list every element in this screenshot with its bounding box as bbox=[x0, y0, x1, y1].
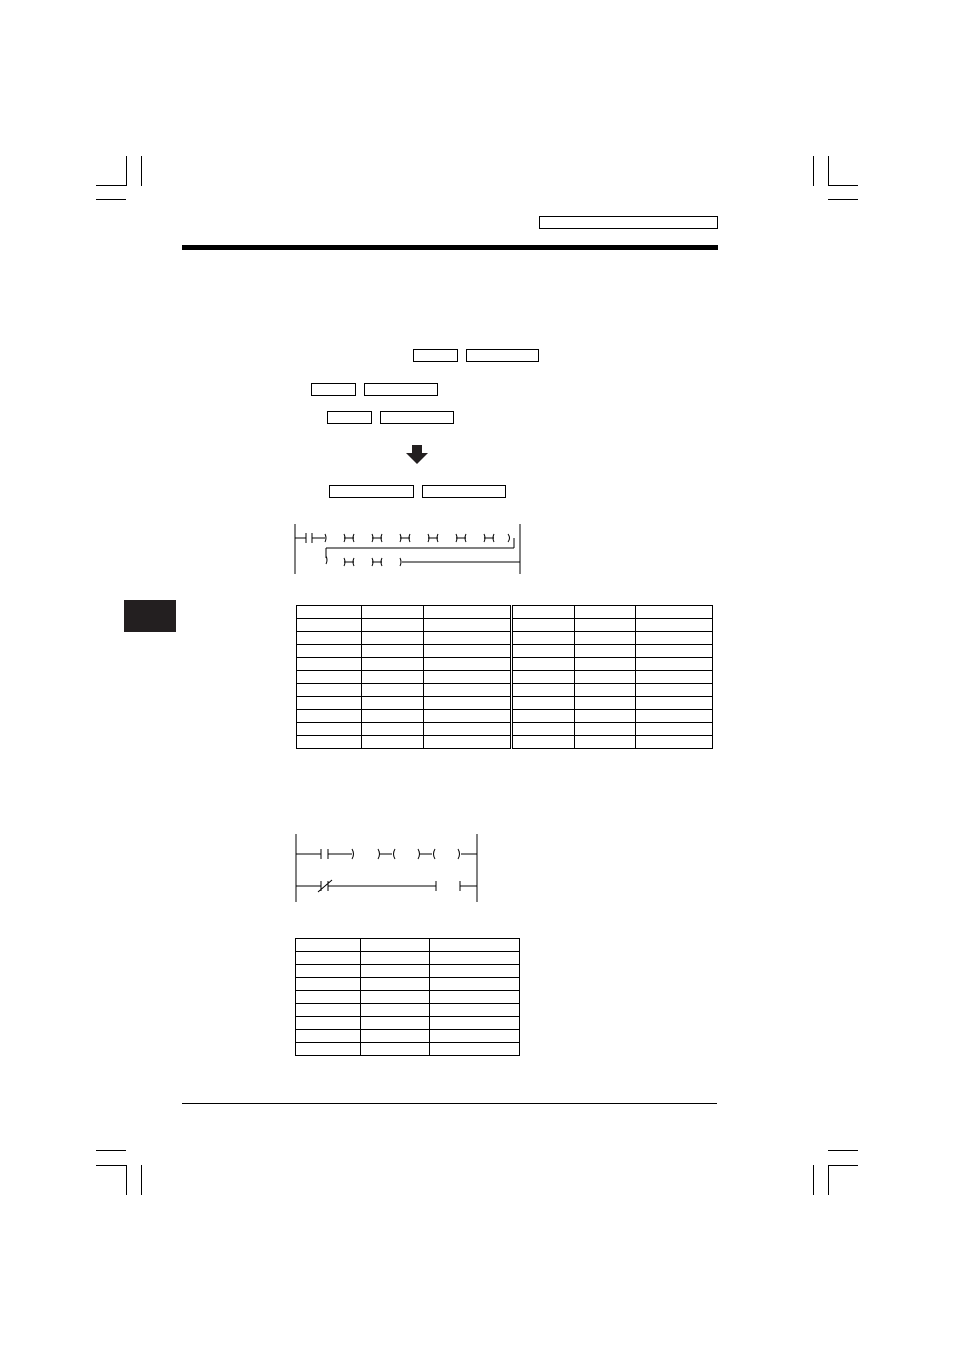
result-box-a bbox=[329, 485, 414, 498]
instruction-box-1b bbox=[466, 349, 539, 362]
table-row bbox=[296, 991, 520, 1004]
instruction-box-2a bbox=[311, 383, 356, 396]
instruction-box-1a bbox=[413, 349, 458, 362]
data-table-2 bbox=[295, 938, 520, 1056]
crop-mark-br-h2 bbox=[828, 1165, 858, 1166]
table-row bbox=[297, 697, 713, 710]
table-row bbox=[296, 1004, 520, 1017]
table-row bbox=[296, 978, 520, 991]
crop-mark-tl-v2 bbox=[141, 156, 142, 186]
table-row bbox=[297, 632, 713, 645]
instruction-box-2b bbox=[364, 383, 438, 396]
crop-mark-tl-h2 bbox=[96, 199, 126, 200]
footer-rule bbox=[182, 1103, 717, 1104]
crop-mark-br-h1 bbox=[828, 1150, 858, 1151]
table-row bbox=[297, 684, 713, 697]
ladder-diagram-2 bbox=[290, 832, 485, 904]
crop-mark-bl-h1 bbox=[96, 1150, 126, 1151]
table-row bbox=[297, 710, 713, 723]
table-row bbox=[297, 606, 713, 619]
crop-mark-bl-v2 bbox=[141, 1165, 142, 1195]
header-label-box bbox=[539, 216, 718, 229]
table-row bbox=[297, 658, 713, 671]
table-row bbox=[297, 723, 713, 736]
table-row bbox=[296, 1030, 520, 1043]
crop-mark-tr-h2 bbox=[828, 199, 858, 200]
table-row bbox=[297, 619, 713, 632]
crop-mark-tl-v1 bbox=[126, 156, 127, 186]
crop-mark-br-v2 bbox=[828, 1165, 829, 1195]
table-row bbox=[297, 671, 713, 684]
crop-mark-br-v1 bbox=[813, 1165, 814, 1195]
crop-mark-bl-v1 bbox=[126, 1165, 127, 1195]
table-row bbox=[296, 952, 520, 965]
table-row bbox=[297, 736, 713, 749]
table-row bbox=[297, 645, 713, 658]
crop-mark-tl-h1 bbox=[96, 185, 126, 186]
chapter-tab bbox=[124, 600, 176, 632]
crop-mark-tr-v2 bbox=[828, 156, 829, 186]
table-row bbox=[296, 1017, 520, 1030]
crop-mark-tr-h1 bbox=[828, 185, 858, 186]
data-table-1 bbox=[296, 605, 713, 749]
table-row bbox=[296, 1043, 520, 1056]
down-arrow-icon bbox=[405, 445, 429, 465]
header-rule bbox=[182, 245, 718, 250]
crop-mark-bl-h2 bbox=[96, 1165, 126, 1166]
ladder-diagram-1 bbox=[290, 522, 530, 578]
instruction-box-3b bbox=[380, 411, 454, 424]
result-box-b bbox=[422, 485, 506, 498]
table-row bbox=[296, 939, 520, 952]
instruction-box-3a bbox=[327, 411, 372, 424]
table-row bbox=[296, 965, 520, 978]
crop-mark-tr-v1 bbox=[813, 156, 814, 186]
